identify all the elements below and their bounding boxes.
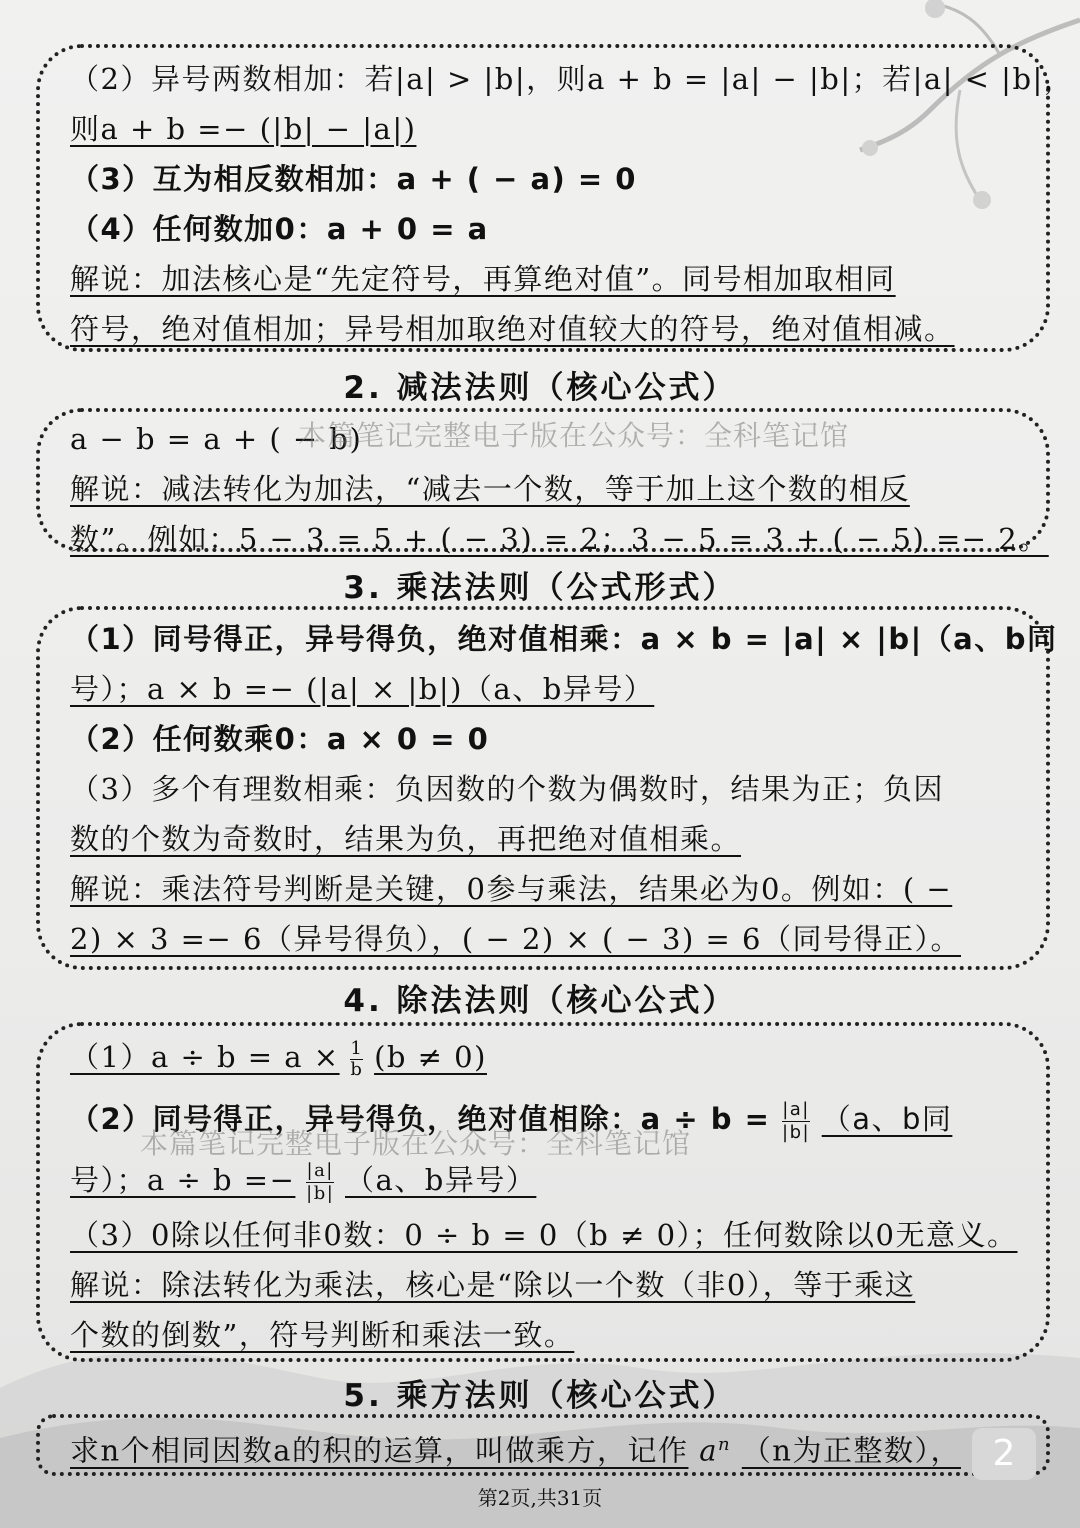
division-explanation-line2: 个数的倒数”，符号判断和乘法一致。 [70,1318,575,1352]
multiplication-rules-box [36,606,1058,970]
rule-add-zero: （4）任何数加0：a + 0 = a [70,212,489,246]
rule-opposites-sum: （3）互为相反数相加：a + ( − a) = 0 [70,162,637,196]
power-base: a [699,1433,718,1468]
division-explanation-line1: 解说：除法转化为乘法，核心是“除以一个数（非0），等于乘这 [70,1268,916,1302]
fraction-denominator: |b| [306,1182,335,1204]
rule-opposite-sign-line2: 则a + b =− (|b| − |a|) [70,112,417,146]
power-definition: 求n个相同因数a的积的运算，叫做乘方，记作 $a^n$ （n为正整数）， [70,1433,961,1468]
fraction-numerator: |a| [782,1098,810,1120]
fraction-denominator: |b| [782,1121,811,1143]
page-number-badge: 2 [972,1428,1036,1480]
watermark-text: 本篇笔记完整电子版在公众号：全科笔记馆 [298,419,850,452]
fraction-numerator: 1 [350,1037,364,1059]
fraction-denominator: b [350,1058,364,1080]
multiplication-many-factors-line2: 数的个数为奇数时，结果为负，再把绝对值相乘。 [70,822,742,856]
multiplication-sign-rule-line2: 号）；a × b =− (|a| × |b|)（a、b异号） [70,672,655,706]
fraction-numerator: |a| [306,1159,334,1181]
multiplication-zero-rule: （2）任何数乘0：a × 0 = 0 [70,722,490,756]
division-zero-rule: （3）0除以任何非0数：0 ÷ b = 0（b ≠ 0）；任何数除以0无意义。 [70,1218,1018,1252]
addition-explanation-line2: 符号，绝对值相加；异号相加取绝对值较大的符号，绝对值相减。 [70,312,955,346]
multiplication-explanation-line2: 2) × 3 =− 6（异号得负），( − 2) × ( − 3) = 6（同号得正）。 [70,922,961,956]
division-rules-box [36,1022,1050,1362]
addition-rules-box [36,44,1075,352]
rule-opposite-sign-line1: （2）异号两数相加：若|a| > |b|，则a + b = |a| − |b|；若|a| < |b|， [70,62,1075,96]
section-heading-power: 5. 乘方法则（核心公式） [343,1378,737,1414]
subtraction-formula: a − b = a + ( − b) [70,422,363,456]
multiplication-explanation-line1: 解说：乘法符号判断是关键，0参与乘法，结果必为0。例如：( − [70,872,953,906]
division-sign-rule-line2: 号）；a ÷ b =− $\frac{|a|}{|b|}$ （a、b异号） [70,1159,537,1204]
page-footer: 第2页,共31页 [477,1486,603,1510]
section-heading-division: 4. 除法法则（核心公式） [343,983,737,1019]
addition-explanation-line1: 解说：加法核心是“先定符号，再算绝对值”。同号相加取相同 [70,262,896,296]
section-heading-multiplication: 3. 乘法法则（公式形式） [343,570,737,606]
multiplication-many-factors-line1: （3）多个有理数相乘：负因数的个数为偶数时，结果为正；负因 [70,772,944,806]
division-sign-rule-line1: （2）同号得正，异号得负，绝对值相除：a ÷ b = $\frac{|a|}{|b|}$ （a、b同 [70,1098,953,1143]
power-rules-box [36,1414,1050,1476]
division-formula: （1）a ÷ b = a × $\frac{1}{b}$ (b ≠ 0) [70,1037,487,1080]
subtraction-explanation-line1: 解说：减法转化为加法，“减去一个数，等于加上这个数的相反 [70,472,910,506]
section-heading-subtraction: 2. 减法法则（核心公式） [343,370,737,406]
watermark-text: 本篇笔记完整电子版在公众号：全科笔记馆 [140,1127,692,1160]
power-exponent: n [717,1434,732,1455]
subtraction-explanation-line2: 数”。例如：5 − 3 = 5 + ( − 3) = 2；3 − 5 = 3 + ( − 5) =− 2。 [70,522,1049,556]
multiplication-sign-rule-line1: （1）同号得正，异号得负，绝对值相乘：a × b = |a| × |b|（a、b同 [70,622,1058,656]
